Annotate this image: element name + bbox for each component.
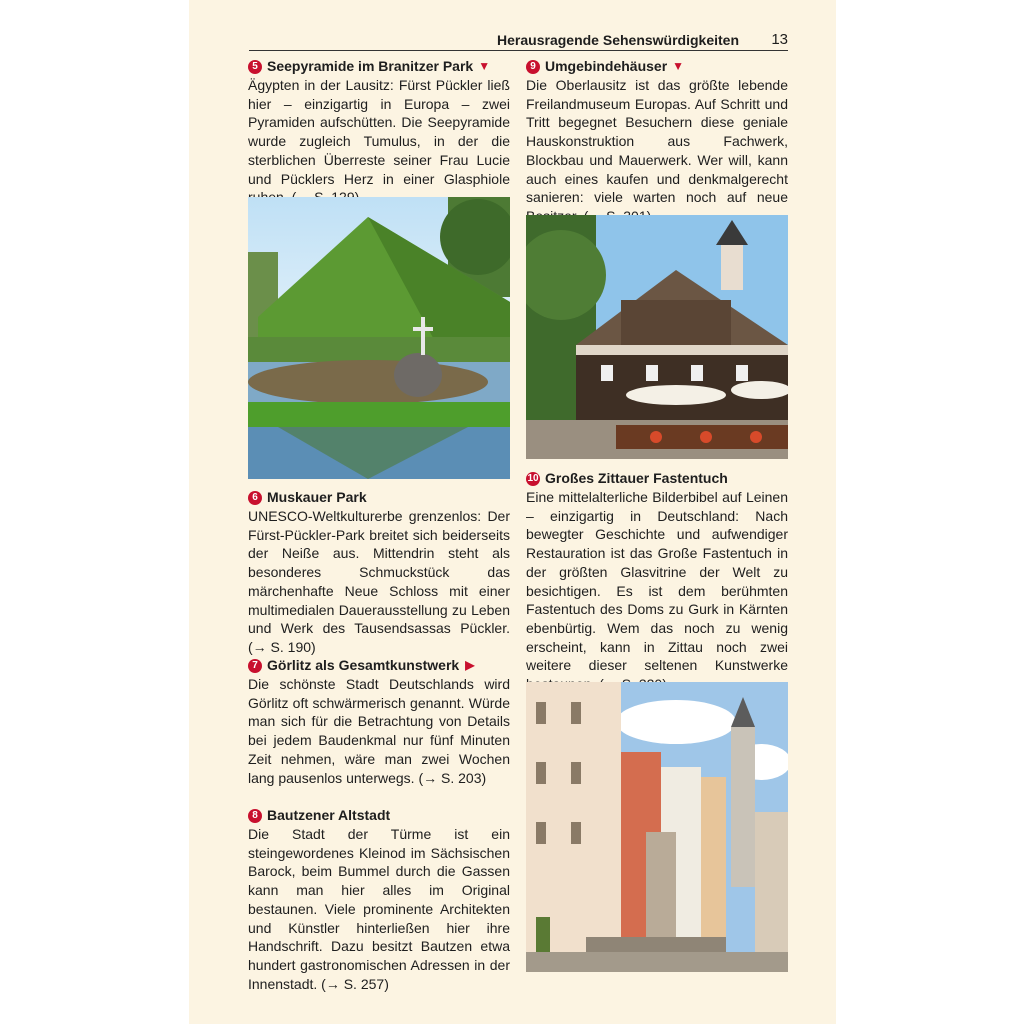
running-header <box>249 30 788 51</box>
entry-heading <box>526 469 788 488</box>
entry-text: Die Oberlausitz ist das größte lebende Freilandmuseum Europas. Auf Schritt und Tritt begegnet Besuchern diese geniale Hauskonstruktion aus Fachwerk, Blockbau und Mauerwerk. Wer will, kann auch eines kaufen und denkmalgerecht sanieren: viele warten noch auf neue <box>526 77 788 206</box>
entry-goerlitz <box>248 656 510 787</box>
entry-title: Bautzener Altstadt <box>267 807 391 823</box>
arrow-down-icon: ▼ <box>672 59 685 73</box>
entry-text: Ägypten in der Lausitz: Fürst Pückler ließ hier – einzigartig in Europa – zwei Pyramiden aufschütten. Die Seepyramide wurde zugleich Tumulus, in der die sterblichen Überreste seiner Frau Lucie und Pücklers Herz in einer Glasphiole <box>248 77 510 187</box>
entry-heading <box>526 57 788 76</box>
entry-bautzen <box>248 806 510 993</box>
entry-number-badge: 6 <box>248 491 262 505</box>
entry-muskauer-park <box>248 488 510 657</box>
photo-goerlitz-square <box>526 682 788 972</box>
entry-number-badge: 5 <box>248 60 262 74</box>
entry-title: Großes Zittauer Fastentuch <box>545 470 728 486</box>
page-number: 13 <box>771 31 788 48</box>
entry-text: Die Stadt der Türme ist ein steingewordenes Kleinod im Sächsischen Barock, beim Bummel durch die Gassen kann man hier alles im Original bestaunen. Viele prominente Architekten und Künstler hinterließen hier ihre Handschrift. Dazu besitzt Bautzen etwa hundert gastronomischen Adressen in der Innenstadt. (→ S. 257) <box>248 826 510 992</box>
entry-heading <box>248 488 510 507</box>
entry-title: Görlitz als Gesamtkunstwerk <box>267 657 460 673</box>
entry-text: Die schönste Stadt Deutschlands wird Görlitz oft schwärmerisch genannt. Würde man sich für die Betrachtung von Details bei jedem Baudenkmal nur fünf Minuten Zeit nehmen, wäre man zwei Wochen lang pausenlos unterwegs. (→ S. 203) <box>248 676 510 786</box>
entry-number-badge: 7 <box>248 659 262 673</box>
photo-umgebindehaus <box>526 215 788 459</box>
entry-umgebindehaeuser <box>526 57 788 226</box>
running-header-title: Herausragende Sehenswürdigkeiten <box>497 32 739 48</box>
entry-text: Eine mittelalterliche Bilderbibel auf Leinen – einzigartig in Deutschland: Nach bewegter Geschichte und aufwendiger Restauration ist das Große Fastentuch in der größten Glasvitrine der Welt zu besichtigen. Es ist dem berühmten Fastentuch des Doms zu Gurk in Kärnten ebenbürtig. Wem das noch zu wenig erscheint, kann in Zittau noch zwei weitere dieser seltenen Kunstwerke <box>526 489 788 674</box>
entry-heading <box>248 806 510 825</box>
entry-title: Umgebindehäuser <box>545 58 668 74</box>
entry-title: Muskauer Park <box>267 489 367 505</box>
photo-seepyramide <box>248 197 510 479</box>
entry-number-badge: 10 <box>527 473 539 484</box>
entry-heading <box>248 57 510 76</box>
entry-text: UNESCO-Weltkulturerbe grenzenlos: Der Fürst-Pückler-Park breitet sich beiderseits der Neiße aus. Mittendrin steht als besonderes Schmuckstück das märchenhafte Neue Schloss mit einer multimedialen Dauerausstellung zu Leben und Werk des Tausendsassas Pückler. (→ S. 190) <box>248 508 510 655</box>
entry-title: Seepyramide im Branitzer Park <box>267 58 474 74</box>
entry-fastentuch <box>526 469 788 694</box>
entry-heading <box>248 656 510 675</box>
arrow-right-icon: ▶ <box>465 658 475 672</box>
entry-number-badge: 9 <box>526 60 540 74</box>
entry-number-badge: 8 <box>248 809 262 823</box>
entry-seepyramide <box>248 57 510 207</box>
arrow-down-icon: ▼ <box>478 59 491 73</box>
